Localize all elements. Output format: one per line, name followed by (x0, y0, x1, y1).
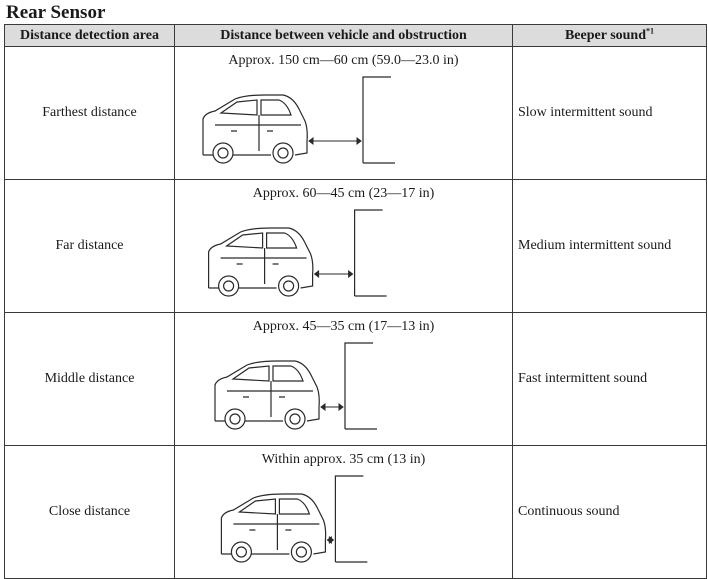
sound-cell: Continuous sound (513, 446, 707, 579)
area-cell: Close distance (5, 446, 175, 579)
table-row (5, 47, 707, 180)
area-cell: Middle distance (5, 313, 175, 446)
car-icon (221, 494, 325, 562)
page-title: Rear Sensor (6, 2, 106, 23)
distance-label: Within approx. 35 cm (13 in) (261, 452, 426, 467)
area-cell: Far distance (5, 180, 175, 313)
car-icon (215, 361, 319, 429)
rear-sensor-table (4, 24, 707, 579)
distance-label: Approx. 150 cm—60 cm (59.0—23.0 in) (228, 53, 459, 68)
car-obstruction-diagram (175, 468, 513, 578)
car-obstruction-diagram (175, 202, 513, 312)
footnote-marker: *1 (646, 25, 655, 35)
header-sound: Beeper sound$^{*1}$ (513, 25, 707, 47)
table-row (5, 313, 707, 446)
distance-arrow (327, 537, 333, 543)
table-row (5, 180, 707, 313)
table-header-row (5, 25, 707, 47)
distance-cell (175, 446, 513, 579)
sound-cell: Fast intermittent sound (513, 313, 707, 446)
sound-cell: Slow intermittent sound (513, 47, 707, 180)
obstruction-wall (355, 210, 383, 296)
table-row (5, 446, 707, 579)
distance-cell (175, 47, 513, 180)
header-area: Distance detection area (5, 25, 175, 47)
header-distance: Distance between vehicle and obstruction (175, 25, 513, 47)
distance-label: Approx. 60—45 cm (23—17 in) (252, 186, 435, 201)
area-cell: Farthest distance (5, 47, 175, 180)
car-obstruction-diagram (175, 69, 513, 179)
distance-cell (175, 313, 513, 446)
distance-arrow (315, 271, 353, 277)
car-obstruction-diagram (175, 335, 513, 445)
distance-arrow (321, 404, 343, 410)
distance-cell (175, 180, 513, 313)
obstruction-wall (345, 343, 373, 429)
sound-cell: Medium intermittent sound (513, 180, 707, 313)
obstruction-wall (335, 476, 363, 562)
distance-arrow (309, 138, 361, 144)
car-icon (209, 228, 313, 296)
distance-label: Approx. 45—35 cm (17—13 in) (252, 319, 435, 334)
car-icon (203, 95, 307, 163)
obstruction-wall (363, 77, 391, 163)
